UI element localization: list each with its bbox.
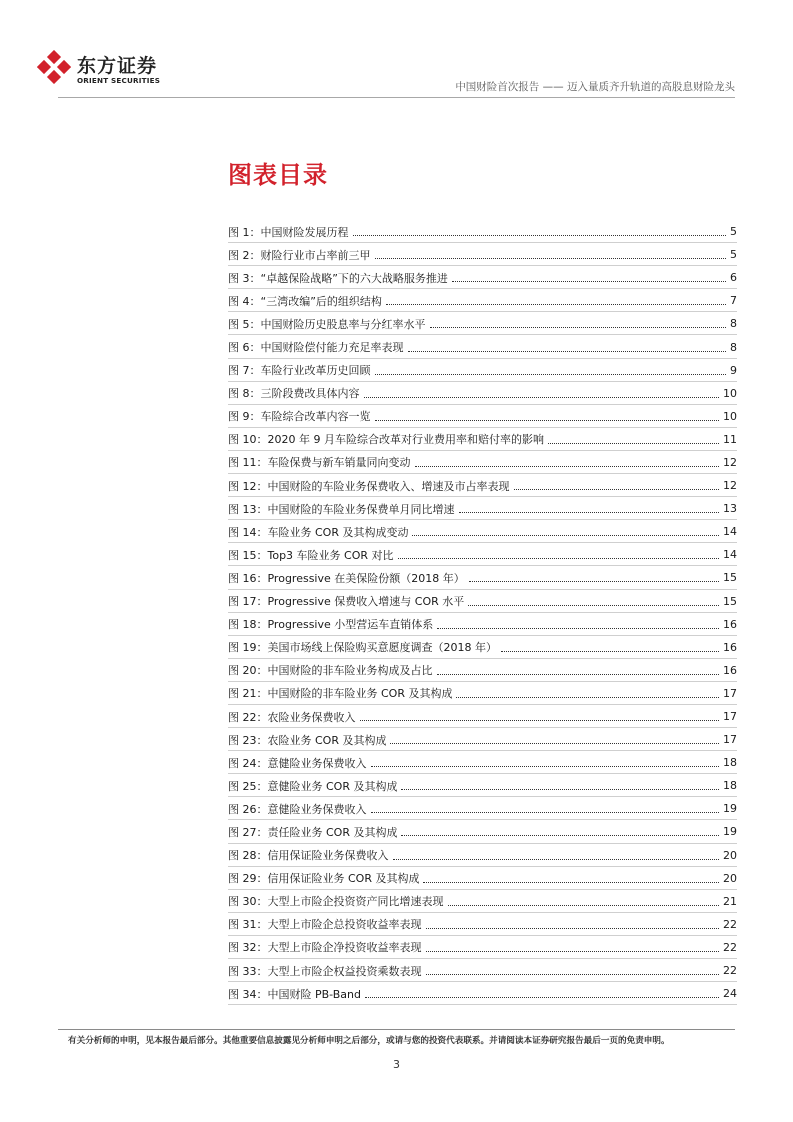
- toc-entry-page: 15: [723, 571, 737, 585]
- toc-entry-page: 19: [723, 825, 737, 839]
- toc-entry-label: 图 16：Progressive 在美保险份额（2018 年）: [228, 571, 465, 585]
- toc-entry-page: 10: [723, 386, 737, 400]
- toc-dot-leader: [452, 281, 726, 282]
- toc-dot-leader: [448, 905, 720, 906]
- toc-entry[interactable]: [228, 382, 737, 405]
- toc-entry-page: 12: [723, 479, 737, 493]
- toc-dot-leader: [415, 466, 720, 467]
- toc-entry-page: 12: [723, 455, 737, 469]
- toc-dot-leader: [456, 697, 719, 698]
- toc-entry[interactable]: [228, 474, 737, 497]
- toc-entry-label: 图 23：农险业务 COR 及其构成: [228, 733, 387, 747]
- toc-dot-leader: [426, 928, 720, 929]
- toc-entry-label: 图 28：信用保证险业务保费收入: [228, 849, 389, 863]
- toc-entry-label: 图 30：大型上市险企投资资产同比增速表现: [228, 895, 444, 909]
- toc-dot-leader: [401, 835, 719, 836]
- toc-entry[interactable]: [228, 682, 737, 705]
- toc-entry-label: 图 8：三阶段费改具体内容: [228, 387, 360, 401]
- disclaimer-text: 有关分析师的申明，见本报告最后部分。其他重要信息披露见分析师申明之后部分，或请与您的投资代表联系。并请阅读本证券研究报告最后一页的免责申明。: [68, 1036, 670, 1046]
- toc-entry-label: 图 11：车险保费与新车销量同向变动: [228, 456, 411, 470]
- toc-entry-page: 8: [730, 340, 737, 354]
- toc-dot-leader: [386, 304, 726, 305]
- toc-entry-page: 14: [723, 548, 737, 562]
- toc-dot-leader: [375, 374, 727, 375]
- toc-entry-label: 图 32：大型上市险企净投资收益率表现: [228, 941, 422, 955]
- toc-entry-label: 图 20：中国财险的非车险业务构成及占比: [228, 664, 433, 678]
- toc-dot-leader: [514, 489, 720, 490]
- toc-entry[interactable]: [228, 913, 737, 936]
- toc-entry-label: 图 14：车险业务 COR 及其构成变动: [228, 525, 409, 539]
- toc-entry-page: 22: [723, 917, 737, 931]
- toc-entry-page: 5: [730, 248, 737, 262]
- toc-entry-page: 21: [723, 894, 737, 908]
- toc-dot-leader: [430, 327, 727, 328]
- toc-dot-leader: [437, 674, 720, 675]
- toc-entry[interactable]: [228, 405, 737, 428]
- toc-dot-leader: [426, 951, 720, 952]
- toc-entry-page: 7: [730, 294, 737, 308]
- toc-entry-label: 图 4：“三湾改编”后的组织结构: [228, 294, 382, 308]
- toc-entry-label: 图 34：中国财险 PB-Band: [228, 987, 361, 1001]
- toc-entry-label: 图 19：美国市场线上保险购买意愿度调查（2018 年）: [228, 641, 497, 655]
- toc-entry-page: 18: [723, 756, 737, 770]
- toc-entry-page: 22: [723, 940, 737, 954]
- toc-entry[interactable]: [228, 982, 737, 1005]
- toc-entry-label: 图 22：农险业务保费收入: [228, 710, 356, 724]
- toc-entry[interactable]: [228, 751, 737, 774]
- company-logo: [37, 50, 177, 90]
- toc-entry[interactable]: [228, 959, 737, 982]
- toc-entry-label: 图 25：意健险业务 COR 及其构成: [228, 779, 398, 793]
- toc-dot-leader: [468, 605, 719, 606]
- toc-entry[interactable]: [228, 220, 737, 243]
- toc-dot-leader: [371, 766, 720, 767]
- toc-entry-page: 22: [723, 964, 737, 978]
- toc-entry-label: 图 33：大型上市险企权益投资乘数表现: [228, 964, 422, 978]
- toc-entry-label: 图 6：中国财险偿付能力充足率表现: [228, 341, 404, 355]
- toc-entry-page: 6: [730, 271, 737, 285]
- toc-dot-leader: [398, 558, 719, 559]
- toc-entry[interactable]: [228, 543, 737, 566]
- toc-entry[interactable]: [228, 936, 737, 959]
- toc-entry[interactable]: [228, 266, 737, 289]
- toc-entry-label: 图 24：意健险业务保费收入: [228, 756, 367, 770]
- toc-dot-leader: [423, 882, 719, 883]
- toc-entry-label: 图 21：中国财险的非车险业务 COR 及其构成: [228, 687, 453, 701]
- toc-entry-label: 图 1：中国财险发展历程: [228, 225, 349, 239]
- toc-dot-leader: [375, 420, 720, 421]
- orient-logo-icon: [37, 50, 71, 84]
- toc-entry-page: 16: [723, 617, 737, 631]
- toc-entry-label: 图 18：Progressive 小型营运车直销体系: [228, 618, 434, 632]
- toc-entry-page: 17: [723, 733, 737, 747]
- toc-entry-page: 5: [730, 225, 737, 239]
- toc-entry-page: 10: [723, 409, 737, 423]
- toc-entry-page: 18: [723, 779, 737, 793]
- footer-divider: [58, 1029, 735, 1030]
- toc-entry[interactable]: [228, 844, 737, 867]
- toc-entry-label: 图 26：意健险业务保费收入: [228, 802, 367, 816]
- toc-entry[interactable]: [228, 728, 737, 751]
- toc-entry-page: 13: [723, 502, 737, 516]
- toc-entry[interactable]: [228, 867, 737, 890]
- toc-dot-leader: [408, 351, 727, 352]
- toc-dot-leader: [390, 743, 719, 744]
- toc-dot-leader: [364, 397, 720, 398]
- toc-entry[interactable]: [228, 705, 737, 728]
- toc-entry[interactable]: [228, 289, 737, 312]
- toc-entry-label: 图 9：车险综合改革内容一览: [228, 410, 371, 424]
- toc-entry-label: 图 31：大型上市险企总投资收益率表现: [228, 918, 422, 932]
- toc-entry-label: 图 17：Progressive 保费收入增速与 COR 水平: [228, 595, 465, 609]
- toc-dot-leader: [426, 974, 720, 975]
- toc-entry-label: 图 13：中国财险的车险业务保费单月同比增速: [228, 502, 455, 516]
- logo-text-cn: 东方证券: [77, 55, 158, 77]
- toc-dot-leader: [437, 628, 719, 629]
- toc-dot-leader: [375, 258, 727, 259]
- header-divider: [58, 97, 735, 98]
- toc-entry[interactable]: [228, 566, 737, 589]
- toc-entry-label: 图 2：财险行业市占率前三甲: [228, 248, 371, 262]
- toc-entry-page: 16: [723, 663, 737, 677]
- toc-dot-leader: [469, 581, 719, 582]
- toc-entry[interactable]: [228, 636, 737, 659]
- toc-entry-label: 图 15：Top3 车险业务 COR 对比: [228, 548, 394, 562]
- toc-dot-leader: [353, 235, 727, 236]
- toc-entry[interactable]: [228, 797, 737, 820]
- toc-entry[interactable]: [228, 497, 737, 520]
- toc-dot-leader: [401, 789, 719, 790]
- toc-entry[interactable]: [228, 774, 737, 797]
- toc-entry-page: 15: [723, 594, 737, 608]
- toc-entry-label: 图 5：中国财险历史股息率与分红率水平: [228, 317, 426, 331]
- toc-entry-label: 图 3：“卓越保险战略”下的六大战略服务推进: [228, 271, 448, 285]
- toc-dot-leader: [501, 651, 719, 652]
- toc-entry[interactable]: [228, 312, 737, 335]
- toc-dot-leader: [360, 720, 720, 721]
- toc-entry[interactable]: [228, 428, 737, 451]
- toc-entry[interactable]: [228, 243, 737, 266]
- toc-entry[interactable]: [228, 613, 737, 636]
- toc-entry[interactable]: [228, 520, 737, 543]
- toc-entry-page: 9: [730, 363, 737, 377]
- toc-entry-page: 19: [723, 802, 737, 816]
- toc-entry[interactable]: [228, 890, 737, 913]
- toc-entry-page: 14: [723, 525, 737, 539]
- toc-dot-leader: [365, 997, 719, 998]
- toc-entry-page: 11: [723, 432, 737, 446]
- toc-entry-page: 17: [723, 686, 737, 700]
- toc-dot-leader: [393, 859, 720, 860]
- toc-entry-label: 图 12：中国财险的车险业务保费收入、增速及市占率表现: [228, 479, 510, 493]
- toc-entry-page: 24: [723, 987, 737, 1001]
- toc-dot-leader: [371, 812, 720, 813]
- toc-entry-page: 16: [723, 640, 737, 654]
- toc-entry[interactable]: [228, 359, 737, 382]
- toc-entry-label: 图 7：车险行业改革历史回顾: [228, 364, 371, 378]
- toc-entry[interactable]: [228, 451, 737, 474]
- toc-entry-label: 图 10：2020 年 9 月车险综合改革对行业费用率和赔付率的影响: [228, 433, 544, 447]
- toc-entry-page: 17: [723, 710, 737, 724]
- toc-entry[interactable]: [228, 590, 737, 613]
- toc-entry[interactable]: [228, 820, 737, 843]
- report-title: 中国财险首次报告 —— 迈入量质齐升轨道的高股息财险龙头: [455, 81, 735, 93]
- toc-entry-page: 8: [730, 317, 737, 331]
- toc-dot-leader: [548, 443, 719, 444]
- toc-entry[interactable]: [228, 659, 737, 682]
- toc-dot-leader: [412, 535, 719, 536]
- toc-row-divider: [228, 1004, 737, 1005]
- toc-dot-leader: [459, 512, 720, 513]
- page-heading: 图表目录: [228, 161, 328, 189]
- toc-entry-label: 图 29：信用保证险业务 COR 及其构成: [228, 872, 420, 886]
- toc-entry-page: 20: [723, 871, 737, 885]
- toc-entry[interactable]: [228, 335, 737, 358]
- toc-entry-label: 图 27：责任险业务 COR 及其构成: [228, 825, 398, 839]
- toc-entry-page: 20: [723, 848, 737, 862]
- logo-text-en: ORIENT SECURITIES: [77, 76, 161, 85]
- figure-table-of-contents: [228, 220, 737, 1005]
- page-number: 3: [393, 1058, 400, 1071]
